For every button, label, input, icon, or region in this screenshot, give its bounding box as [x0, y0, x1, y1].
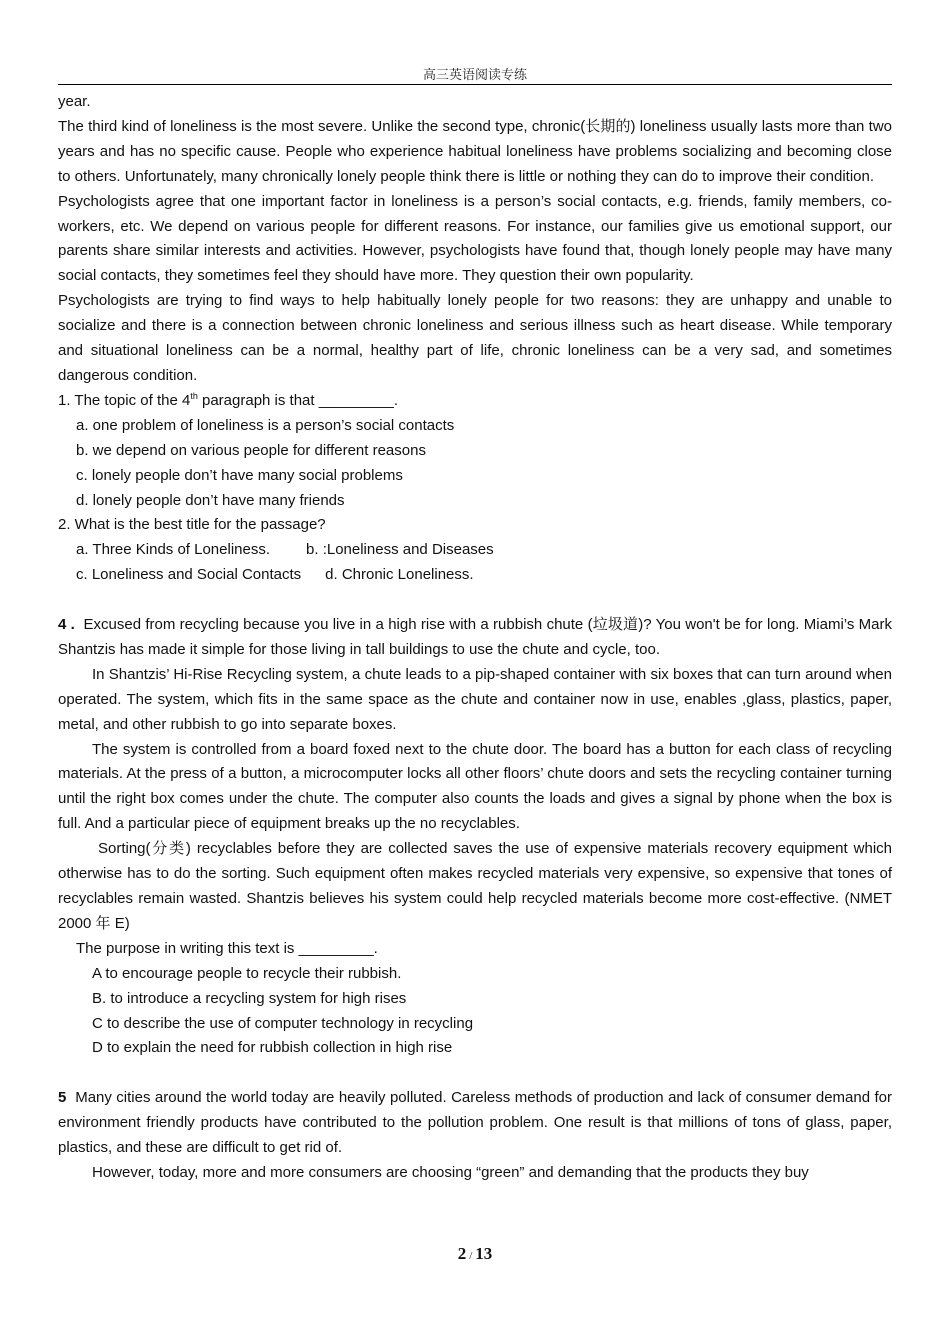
question-1-option-c: c. lonely people don’t have many social problems [76, 466, 403, 484]
passage5-paragraph: 5 Many cities around the world today are heavily polluted. Careless methods of production and lack of consumer demand for environment friendly products have contributed to the pollution problem. One result is that millions of tons of glass, paper, plastics, and these are difficult to get rid of. [58, 1089, 892, 1157]
passage4-option-d: D to explain the need for rubbish collection in high rise [92, 1039, 453, 1057]
passage4-option-b: B. to introduce a recycling system for high rises [92, 989, 407, 1007]
passage3-paragraph: Psychologists agree that one important factor in loneliness is a person’s social contacts, e.g. friends, family members, co-workers, etc. We depend on various people for different reasons. For instance, our families give us emotional support, our parents share similar interests and activities. However, psychologists have found that, though lonely people may have many social contacts, they sometimes feel they should have more. They question their own popularity. [58, 192, 892, 285]
question-1-option-a: a. one problem of loneliness is a person’s social contacts [76, 416, 455, 434]
question-2-stem: 2. What is the best title for the passage? [58, 516, 326, 534]
passage3-paragraph: Psychologists are trying to find ways to help habitually lonely people for two reasons: they are unhappy and unable to socialize and there is a connection between chronic loneliness and serious illness such as heart disease. While temporary and situational loneliness can be a normal, healthy part of life, chronic loneliness can be a very sad, and sometimes dangerous condition. [58, 292, 892, 384]
document-body [58, 90, 892, 1186]
passage3-paragraph: The third kind of loneliness is the most severe. Unlike the second type, chronic(长期的) loneliness usually lasts more than two years and has no specific cause. People who experience habitual loneliness have problems socializing and becoming close to others. Unfortunately, many chronically lonely people think there is little or nothing they can do to improve their condition. [58, 117, 892, 185]
question-1-option-d: d. lonely people don’t have many friends [76, 491, 345, 509]
passage-number: 5 [58, 1089, 67, 1107]
header-divider [58, 84, 892, 85]
page-header: 高三英语阅读专练 [422, 68, 527, 83]
passage-number: 4 . [58, 616, 75, 634]
passage5-paragraph: However, today, more and more consumers are choosing “green” and demanding that the products they buy [92, 1163, 809, 1181]
question-1-stem: 1. The topic of the 4th paragraph is that _________. [58, 390, 398, 409]
question-2-options-row-2: c. Loneliness and Social Contacts d. Chronic Loneliness. [76, 566, 474, 584]
spacer [58, 1061, 892, 1086]
passage3-fragment: year. [58, 93, 91, 110]
passage4-paragraph: The system is controlled from a board foxed next to the chute door. The board has a button for each class of recycling materials. At the press of a button, a microcomputer locks all other floors’ chute doors and sets the recycling container turning until the right box comes under the chute. The computer also counts the loads and gives a signal by phone when the box is full. And a particular piece of equipment breaks up the no recyclables. [58, 740, 892, 833]
question-2-options-row-1: a. Three Kinds of Loneliness. b. :Loneliness and Diseases [76, 541, 494, 559]
passage4-paragraph: 4 . Excused from recycling because you live in a high rise with a rubbish chute (垃圾道)? You won't be for long. Miami’s Mark Shantzis has made it simple for those living in tall buildings to use the chute and cycle, too. [58, 616, 893, 658]
spacer [58, 588, 892, 613]
passage4-paragraph: In Shantzis’ Hi-Rise Recycling system, a chute leads to a pip-shaped container with six boxes that can turn around when operated. The system, which fits in the same space as the chute and container now in use, enables ,glass, plastics, paper, metal, and other rubbish to go into separate boxes. [58, 665, 892, 733]
question-1-option-b: b. we depend on various people for different reasons [76, 441, 426, 459]
passage4-option-c: C to describe the use of computer technology in recycling [92, 1014, 474, 1032]
passage4-paragraph: Sorting(分类) recyclables before they are collected saves the use of expensive materials recovery equipment which otherwise has to do the sorting. Such equipment often makes recycled materials very expensive, so expensive that tones of recyclables remain wasted. Shantzis believes his system could help recycled materials become more cost-effective. (NMET 2000 年 E) [58, 840, 892, 932]
passage4-option-a: A to encourage people to recycle their rubbish. [92, 964, 402, 982]
page-number: 2 / 13 [457, 1244, 493, 1263]
passage4-question: The purpose in writing this text is _________. [76, 939, 378, 957]
